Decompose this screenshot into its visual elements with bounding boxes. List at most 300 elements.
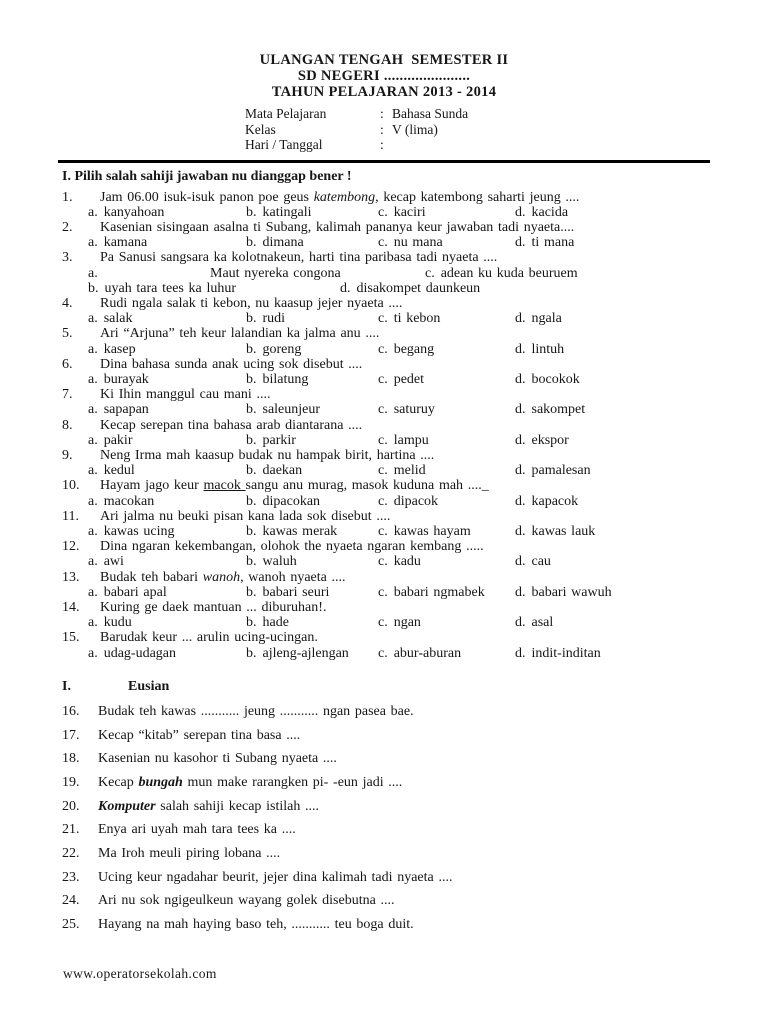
question-text-part: Kecap “kitab” serepan tina basa ....	[98, 727, 301, 743]
option-label: a.	[88, 463, 98, 479]
question-number: 1.	[62, 189, 73, 205]
exam-title: ULANGAN TENGAH SEMESTER II	[259, 52, 509, 68]
option-label: c.	[378, 204, 388, 220]
option-d	[515, 433, 716, 448]
question-text	[100, 448, 716, 463]
option-text: babari ngmabek	[393, 584, 485, 600]
option-a	[88, 494, 246, 509]
option-label: d.	[515, 554, 526, 570]
option-c	[378, 205, 515, 220]
option-text: saleunjeur	[262, 402, 321, 418]
option-label: d.	[515, 311, 526, 327]
section-2-questions	[0, 704, 768, 933]
info-row-date	[245, 137, 768, 153]
option-text: awi	[103, 554, 124, 570]
option-text: kanyahoan	[103, 204, 165, 220]
option-label: c.	[425, 265, 435, 281]
option-label: c.	[378, 554, 388, 570]
option-label: a.	[88, 432, 98, 448]
option-b	[246, 402, 378, 417]
option-text: melid	[393, 463, 426, 479]
option-label: b.	[246, 341, 257, 357]
option-label: d.	[515, 432, 526, 448]
option-text: lampu	[393, 432, 429, 448]
option-text: kawas merak	[262, 523, 338, 539]
option-label: c.	[378, 341, 388, 357]
option-text: kaciri	[393, 204, 426, 220]
question-number: 9.	[62, 447, 73, 463]
question-line	[62, 250, 716, 265]
option-d	[340, 281, 716, 296]
footer-website-url: www.operatorsekolah.com	[63, 966, 217, 981]
option-label: c.	[378, 311, 388, 327]
question-text	[98, 775, 716, 790]
options-row	[88, 311, 716, 326]
question-line	[62, 539, 716, 554]
question-number: 23.	[62, 869, 80, 885]
option-text: bocokok	[531, 371, 580, 387]
option-b	[246, 372, 378, 387]
option-label: a.	[88, 371, 98, 387]
option-text: kasep	[103, 341, 136, 357]
question-line	[62, 357, 716, 372]
option-c	[378, 342, 515, 357]
option-text: dipacokan	[262, 493, 321, 509]
question-text-part: Hayang na mah haying baso teh, ........... teu boga duit.	[98, 917, 414, 933]
question-line	[62, 387, 716, 402]
option-b	[246, 433, 378, 448]
school-year: TAHUN PELAJARAN 2013 - 2014	[271, 84, 497, 100]
option-text: kadu	[393, 554, 421, 570]
option-label: d.	[515, 235, 526, 251]
question-text	[100, 600, 716, 615]
school-name: SD NEGERI ......................	[297, 68, 471, 84]
question-text-part: Hayam jago keur	[100, 478, 204, 494]
question-text-part: Ma Iroh meuli piring lobana ....	[98, 846, 281, 862]
question-text-part: Budak teh babari	[100, 569, 203, 585]
question-number: 21.	[62, 822, 80, 838]
question-text-part: Neng Irma mah kaasup budak nu hampak birit, hartina ....	[100, 447, 435, 463]
option-label: a.	[88, 204, 98, 220]
option-text: ngala	[531, 311, 562, 327]
option-text: kawas ucing	[103, 523, 175, 539]
question-line	[62, 893, 716, 908]
option-label: a.	[88, 554, 98, 570]
question-text-part: Ari “Arjuna” teh keur lalandian ka jalma anu ....	[100, 326, 380, 342]
option-a	[88, 463, 246, 478]
question-number: 13.	[62, 569, 80, 585]
question-text-part: Komputer	[98, 798, 156, 814]
question-text	[100, 478, 716, 493]
option-text: babari apal	[103, 584, 167, 600]
question-text	[100, 539, 716, 554]
option-label: d.	[515, 341, 526, 357]
option-a	[88, 554, 246, 569]
date-separator: :	[380, 137, 384, 152]
option-b	[246, 615, 378, 630]
question-text	[98, 917, 716, 932]
option-d	[515, 235, 716, 250]
option-text: rudi	[262, 311, 286, 327]
class-value: V (lima)	[392, 121, 438, 137]
option-text: waluh	[262, 554, 297, 570]
question-text-part: Budak teh kawas ........... jeung ........... ngan pasea bae.	[98, 703, 414, 719]
option-c	[378, 372, 515, 387]
option-a	[88, 235, 246, 250]
question-number: 2.	[62, 219, 73, 235]
question-text-part: Enya ari uyah mah tara tees ka ....	[98, 822, 296, 838]
option-d	[515, 311, 716, 326]
option-label: d.	[515, 493, 526, 509]
option-a	[88, 205, 246, 220]
option-label: b.	[246, 463, 257, 479]
question-text	[98, 799, 716, 814]
question-text-part: Ari nu sok ngigeulkeun wayang golek disebutna ....	[98, 893, 395, 909]
option-text: burayak	[103, 371, 149, 387]
subject-label: Mata Pelajaran	[245, 106, 327, 121]
question-number: 19.	[62, 774, 80, 790]
option-text: goreng	[262, 341, 302, 357]
question-number: 15.	[62, 630, 80, 646]
option-text: indit-inditan	[531, 645, 601, 661]
question-text-part: salah sahiji kecap istilah ....	[155, 798, 320, 814]
question-text-part: katembong	[313, 189, 376, 205]
question-text-part: Kuring ge daek mantuan ... diburuhan!.	[100, 599, 327, 615]
question-line	[62, 728, 716, 743]
question-number: 18.	[62, 751, 80, 767]
option-label: b.	[246, 584, 257, 600]
option-text: Maut nyereka congona	[210, 265, 341, 281]
option-label: b.	[246, 523, 257, 539]
question-text	[100, 220, 716, 235]
options-row	[88, 646, 716, 661]
option-text: daekan	[262, 463, 303, 479]
option-b	[88, 281, 340, 296]
question-number: 14.	[62, 599, 80, 615]
section-2-title: Eusian	[128, 678, 170, 694]
option-label: d.	[515, 402, 526, 418]
option-label: d.	[515, 463, 526, 479]
question-text	[98, 751, 716, 766]
question-line	[62, 917, 716, 932]
option-text: begang	[393, 341, 435, 357]
option-text: katingali	[262, 204, 312, 220]
question-text-part: wanoh	[202, 569, 241, 585]
option-a	[88, 266, 210, 281]
option-a	[88, 402, 246, 417]
question-line	[62, 570, 716, 585]
option-text: babari seuri	[262, 584, 330, 600]
option-text: ekspor	[531, 432, 569, 448]
option-c	[378, 235, 515, 250]
question-number: 22.	[62, 846, 80, 862]
option-label: c.	[378, 402, 388, 418]
options-row	[88, 615, 716, 630]
section-2-heading	[62, 679, 768, 694]
option-text: cau	[531, 554, 551, 570]
question-number: 3.	[62, 250, 73, 266]
option-text: kedul	[103, 463, 135, 479]
document-header	[0, 0, 768, 100]
option-c	[378, 402, 515, 417]
option-text: abur-aburan	[393, 645, 462, 661]
question-text	[98, 822, 716, 837]
question-text-part: Jam 06.00 isuk-isuk panon poe geus	[100, 189, 314, 205]
question-line	[62, 600, 716, 615]
option-label: d.	[515, 204, 526, 220]
option-d	[515, 554, 716, 569]
option-d	[515, 205, 716, 220]
subject-value: Bahasa Sunda	[392, 106, 469, 121]
question-text	[98, 728, 716, 743]
option-text: lintuh	[531, 341, 565, 357]
question-line	[62, 296, 716, 311]
option-b	[246, 646, 378, 661]
option-c	[378, 646, 515, 661]
option-text: kudu	[103, 615, 132, 631]
options-row	[88, 494, 716, 509]
option-a	[88, 342, 246, 357]
option-label: d.	[515, 523, 526, 539]
option-text: uyah tara tees ka luhur	[104, 280, 237, 296]
option-label: a.	[88, 615, 98, 631]
option-label: b.	[246, 493, 257, 509]
question-number: 7.	[62, 387, 73, 403]
options-row	[88, 281, 716, 296]
option-label: a.	[88, 493, 98, 509]
question-line	[62, 870, 716, 885]
question-text	[100, 357, 716, 372]
option-label: d.	[515, 584, 526, 600]
question-text	[100, 509, 716, 524]
question-line	[62, 326, 716, 341]
option-d	[515, 585, 716, 600]
option-text: kawas lauk	[531, 523, 596, 539]
option-label: c.	[378, 584, 388, 600]
options-row	[88, 433, 716, 448]
option-label: d.	[340, 280, 351, 296]
question-text-part: Dina ngaran kekembangan, olohok the nyaeta ngaran kembang .....	[100, 539, 484, 555]
option-d	[515, 646, 716, 661]
question-number: 25.	[62, 917, 80, 933]
question-text-part: Kecap	[98, 774, 139, 790]
option-label: c.	[378, 371, 388, 387]
info-row-subject	[245, 106, 768, 122]
option-text: sakompet	[531, 402, 586, 418]
question-text-part: sangu anu murag, masok kuduna mah ...._	[245, 478, 489, 494]
question-text	[100, 387, 716, 402]
question-line	[62, 478, 716, 493]
option-label: a.	[88, 523, 98, 539]
option-b	[246, 524, 378, 539]
question-number: 11.	[62, 508, 79, 524]
option-text: adean ku kuda beuruem	[440, 265, 578, 281]
option-text: asal	[531, 615, 554, 631]
question-number: 5.	[62, 326, 73, 342]
option-label: b.	[246, 432, 257, 448]
option-a	[88, 585, 246, 600]
option-label: c.	[378, 615, 388, 631]
info-row-class	[245, 122, 768, 138]
option-label: c.	[378, 235, 388, 251]
option-text: kapacok	[531, 493, 579, 509]
question-text-part: mun make rarangken pi- -eun jadi ....	[182, 774, 403, 790]
option-b	[246, 585, 378, 600]
options-row	[88, 342, 716, 357]
option-label: a.	[88, 645, 98, 661]
option-label: d.	[515, 615, 526, 631]
question-text-part: Ki Ihin manggul cau mani ....	[100, 387, 271, 403]
option-text: ti mana	[531, 235, 575, 251]
option-b	[246, 311, 378, 326]
option-text: saturuy	[393, 402, 435, 418]
option-c	[378, 524, 515, 539]
question-text	[100, 630, 716, 645]
question-text-part: Pa Sanusi sangsara ka kolotnakeun, harti tina paribasa tadi nyaeta ....	[100, 250, 498, 266]
option-text: parkir	[262, 432, 296, 448]
question-line	[62, 190, 716, 205]
question-text-part: , kecap katembong saharti jeung ....	[375, 189, 580, 205]
option-b	[246, 342, 378, 357]
question-line	[62, 418, 716, 433]
question-text-part: Kasenian nu kasohor ti Subang nyaeta ....	[98, 751, 337, 767]
option-text: pedet	[393, 371, 425, 387]
option-text: pakir	[103, 432, 133, 448]
option-label: b.	[246, 235, 257, 251]
date-label: Hari / Tanggal	[245, 137, 323, 152]
option-label: b.	[246, 371, 257, 387]
option-label: b.	[246, 554, 257, 570]
question-number: 12.	[62, 539, 80, 555]
option-label: a.	[88, 341, 98, 357]
option-a	[88, 433, 246, 448]
option-label: c.	[378, 432, 388, 448]
question-number: 4.	[62, 295, 73, 311]
option-d	[515, 463, 716, 478]
question-text-part: macok	[203, 478, 246, 494]
class-label: Kelas	[245, 121, 276, 137]
question-text-part: Dina bahasa sunda anak ucing sok disebut ....	[100, 356, 363, 372]
option-label: b.	[246, 402, 257, 418]
option-c	[425, 266, 716, 281]
option-text: disakompet daunkeun	[356, 280, 481, 296]
options-row	[88, 372, 716, 387]
question-text-part: bungah	[138, 774, 183, 790]
options-row	[88, 524, 716, 539]
question-line	[62, 704, 716, 719]
option-label: d.	[515, 645, 526, 661]
option-a	[88, 615, 246, 630]
option-d	[515, 615, 716, 630]
options-row	[88, 463, 716, 478]
option-text: babari wawuh	[531, 584, 612, 600]
question-number: 24.	[62, 893, 80, 909]
option-a	[88, 524, 246, 539]
option-text: bilatung	[262, 371, 309, 387]
option-label: b.	[246, 645, 257, 661]
question-text-part: Ucing keur ngadahar beurit, jejer dina kalimah tadi nyaeta ....	[98, 869, 453, 885]
option-text: sapapan	[103, 402, 149, 418]
option-label: b.	[246, 204, 257, 220]
option-text: ti kebon	[393, 311, 441, 327]
subject-separator: :	[380, 106, 384, 121]
question-text	[100, 418, 716, 433]
option-c	[378, 433, 515, 448]
question-text	[100, 570, 716, 585]
question-text-part: , wanoh nyaeta ....	[240, 569, 346, 585]
option-b	[246, 205, 378, 220]
exam-info-block	[245, 106, 768, 153]
section-2-numeral: I.	[62, 678, 71, 694]
option-text: nu mana	[393, 235, 443, 251]
option-d	[515, 402, 716, 417]
option-label: a.	[88, 402, 98, 418]
option-c	[378, 494, 515, 509]
option-a	[88, 372, 246, 387]
option-label: c.	[378, 645, 388, 661]
option-label: a.	[88, 265, 98, 281]
options-row	[88, 266, 716, 281]
option-a	[88, 311, 246, 326]
question-number: 16.	[62, 703, 80, 719]
option-c	[378, 554, 515, 569]
option-label: c.	[378, 523, 388, 539]
options-row	[88, 554, 716, 569]
question-number: 8.	[62, 417, 73, 433]
section-1-heading: I. Pilih salah sahiji jawaban nu dianggap bener !	[62, 168, 352, 184]
option-c	[378, 311, 515, 326]
option-d	[515, 342, 716, 357]
option-d	[515, 372, 716, 387]
question-line	[62, 220, 716, 235]
option-text: dimana	[262, 235, 304, 251]
question-line	[62, 799, 716, 814]
options-row	[88, 205, 716, 220]
option-label: a.	[88, 235, 98, 251]
option-b	[246, 463, 378, 478]
option-label: b.	[246, 311, 257, 327]
question-line	[62, 846, 716, 861]
question-text-part: Barudak keur ... arulin ucing-ucingan.	[100, 630, 318, 646]
option-text: udag-udagan	[103, 645, 177, 661]
option-text: kamana	[103, 235, 148, 251]
option-text: hade	[262, 615, 289, 631]
option-d	[515, 524, 716, 539]
question-text-part: Rudi ngala salak ti kebon, nu kaasup jejer nyaeta ....	[100, 295, 403, 311]
option-b	[246, 554, 378, 569]
question-line	[62, 751, 716, 766]
option-text: kawas hayam	[393, 523, 471, 539]
question-line	[62, 630, 716, 645]
option-label: a.	[88, 584, 98, 600]
option-label: d.	[515, 371, 526, 387]
question-text	[100, 190, 716, 205]
question-line	[62, 775, 716, 790]
option-b	[246, 494, 378, 509]
option-text: dipacok	[393, 493, 439, 509]
question-text	[98, 704, 716, 719]
option-text: kacida	[531, 204, 569, 220]
option-label: a.	[88, 311, 98, 327]
question-number: 20.	[62, 798, 80, 814]
question-text-part: Kecap serepan tina bahasa arab diantarana ....	[100, 417, 363, 433]
question-number: 6.	[62, 356, 73, 372]
question-line	[62, 448, 716, 463]
header-divider-rule	[58, 160, 710, 163]
section-1-questions	[0, 190, 768, 661]
question-text-part: Ari jalma nu beuki pisan kana lada sok disebut ....	[100, 508, 391, 524]
option-label: c.	[378, 493, 388, 509]
